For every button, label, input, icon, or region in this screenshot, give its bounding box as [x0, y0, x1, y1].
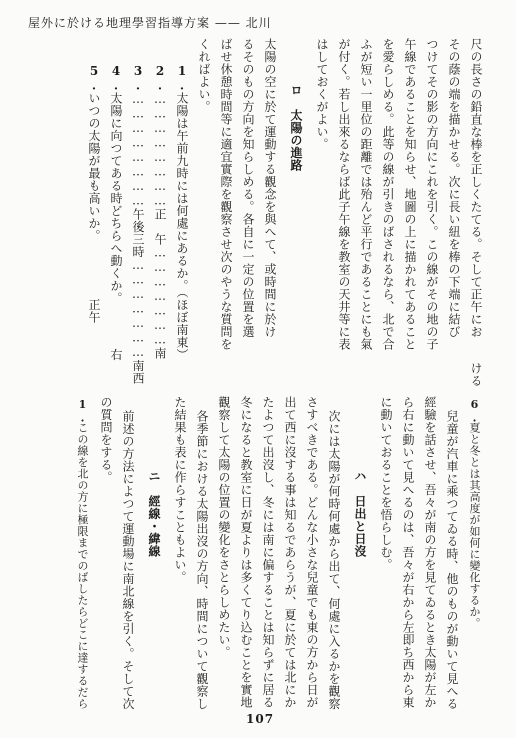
- question-text: ……………………午後三時…………………南西: [131, 92, 145, 385]
- question-number: 5.: [87, 64, 101, 93]
- section-heading: ロ 太陽の進路: [289, 84, 303, 172]
- page-number: 107: [246, 712, 275, 726]
- question-number: 1.: [175, 64, 189, 93]
- text-column: 經驗を話させ、吾々が南の方を見てゐるとき太陽が左か: [423, 396, 437, 709]
- section-heading: ニ 經線・緯線: [147, 470, 161, 558]
- text-column: はしておくがよい。: [315, 38, 329, 151]
- text-column: たよつて出沒し、冬には南に偏することは知らずに居る: [261, 396, 275, 709]
- question-text: いつの太陽が最も高いか。 正午: [87, 92, 101, 324]
- text-column: 太陽の空に於て運動する觀念を與へて、或時間に於け: [263, 38, 277, 338]
- text-column: くればよい。: [197, 38, 211, 113]
- text-column: 次には太陽が何時何處から出て、何處に入るかを觀察: [327, 410, 341, 710]
- text-column: つけてその影の方向にこれを引く。この線がその地の子: [425, 38, 439, 351]
- question-text: ……………………正 午…………………南: [153, 92, 167, 360]
- section-heading: ハ 日出と日沒: [353, 470, 367, 558]
- question-text: この線を北の方に極限までのばしたらどこに達するだら: [76, 422, 89, 710]
- text-column: が付く。若し出來るならば此子午線を教室の天井等に表: [337, 38, 351, 351]
- text-column: ら右に動いて見へるのは、吾々が右から左即ち西から東: [401, 396, 415, 709]
- text-column: を愛らしめる。此等の線が引きのばされるなら、北で合: [381, 38, 395, 351]
- text-column: 出て西に沒する事は知るであらうが、夏に於ては北にか: [283, 396, 297, 709]
- text-column: さすべきである。どんな小さな兒童でも東の方から日が: [305, 396, 319, 709]
- text-column: 觀察して太陽の位置の變化をさとらしめたい。: [217, 396, 231, 659]
- text-column: 兒童が汽車に乘つてゐる時、他のものが動いて見へる: [445, 410, 459, 710]
- text-column: ばせ休憩時間等に適宜實際を觀察させ次のやうな質問を: [219, 38, 233, 351]
- text-column: ける: [469, 362, 483, 387]
- text-column: るそのもの方向を知らしめる。各自に一定の位置を選: [241, 38, 255, 338]
- question-number: 4.: [109, 64, 123, 93]
- text-column: 尺の長さの鉛直な棒を正しくたてる。そして正午にお: [469, 38, 483, 338]
- text-column: 午線であることを知らせ、地圖の上に描かれてあること: [403, 38, 417, 351]
- text-column: 前述の方法によつて運動場に南北線を引く。そして次: [121, 410, 135, 710]
- text-column: ふが短い一里位の距離では殆んど平行であることにも氣: [359, 38, 373, 351]
- running-header: 屋外に於ける地理學習指導方案 —— 北川: [28, 16, 272, 30]
- text-column: の質問をする。: [99, 396, 113, 484]
- question-number: 6.: [468, 398, 481, 425]
- question-number: 1.: [76, 398, 89, 425]
- question-number: 3.: [131, 64, 145, 93]
- question-text: 太陽は午前九時には何處にあるか。（ほぼ南東）: [175, 92, 189, 361]
- question-number: 2.: [153, 64, 167, 93]
- text-column: た結果も表に作らすこともよい。: [173, 396, 187, 584]
- question-text: 太陽に向つてある時どちらへ動くか。 右: [109, 92, 123, 361]
- question-text: 夏と冬とは其高度が如何に變化するか。: [468, 422, 481, 629]
- text-column: 冬になると教室に日が夏よりは多くてり込むことを實地: [239, 396, 253, 709]
- text-column: に動いておることを悟らしむ。: [379, 396, 393, 571]
- text-column: その蔭の端を描かせる。次に長い紐を棒の下端に結び: [447, 38, 461, 338]
- text-column: 各季節における太陽出沒の方向、時間について觀察し: [195, 410, 209, 710]
